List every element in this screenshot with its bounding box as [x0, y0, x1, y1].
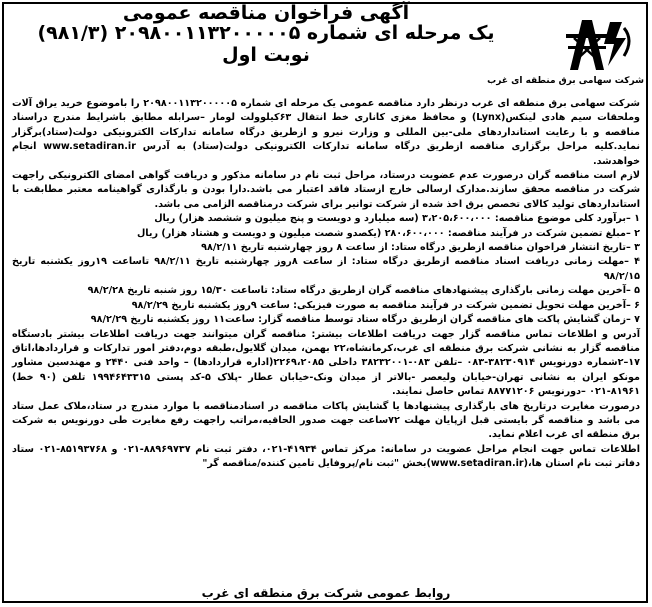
title-line-2: یک مرحله ای شماره ۲۰۹۸۰۰۱۱۳۲۰۰۰۰۰۵ (۹۸۱/۳) [37, 21, 495, 44]
item-guarantee: ۲ –مبلغ تضمین شرکت در فرآیند مناقصه: ۲۸۰،۶۰۰،۰۰۰ (یکصدو شصت میلیون و دویست و هشتاد هزار) ریال [136, 227, 640, 239]
registration-paragraph: اطلاعات تماس جهت انجام مراحل عضویت در سامانه: مرکز تماس ۴۱۹۳۴-۰۲۱، دفتر ثبت نام ۸۸۹۶۹۷۳۷-۰۲۱ و ۸۵۱۹۳۷۶۸-۰۲۱ ستاد دفاتر ثبت نام استان ها،(www.setadiran.ir)بخش "ثبت نام/پروفایل تامین کننده/مناقصه گر" [12, 443, 640, 470]
item-opening-time: ۷ –زمان گشایش پاکت های مناقصه گران ازطریق درگاه ستاد توسط مناقصه گزار: ساعت۱۱ روز یکشنبه تاریخ ۹۸/۲/۲۹ [90, 314, 640, 326]
item-guarantee-delivery: ۶ –آخرین مهلت تحویل تضمین شرکت در فرآیند مناقصه به صورت فیزیکی: ساعت ۹روز یکشنبه تاریخ ۹۸/۲/۲۹ [131, 299, 640, 311]
title-line-3: نوبت اول [222, 43, 310, 66]
discrepancy-paragraph: درصورت مغایرت درتاریخ های بارگذاری پیشنهادها یا گشایش پاکات مناقصه در اسنادمناقصه با موارد مندرج در ستاد،ملاک عمل ستاد می باشد و مناقصه گر بایستی قبل ازپایان مهلت ۷۲ساعت جهت صدور الحاقیه،مراتب راجهت رفع مغایرت طی دورنویس به شرکت برق منطقه ای غرب اعلام نماید. [12, 400, 640, 441]
intro-paragraph: شرکت سهامی برق منطقه ای غرب درنظر دارد مناقصه عمومی یک مرحله ای شماره ۲۰۹۸۰۰۱۱۳۲۰۰۰۰۰۵ را باموضوع خرید یراق آلات وملحقات سیم هادی لینکس(Lynx) و محافظ مغزی کاناری خط انتقال ۶۳کیلوولت لومار –سرابله مطابق باشرایط مندرج دراسناد مناقصه و با رعایت استانداردهای ملی-بین المللی و وزارت نیرو و ازطریق درگاه سامانه تدارکات الکترونیکی دولت(ستاد)برگزار نماید.کلیه مراحل برگزاری مناقصه ازطریق درگاه سامانه تدارکات الکترونیکی دولت(ستاد) به آدرس www.setadiran.ir انجام خواهدشد. [12, 98, 640, 167]
item-publish-date: ۳ –تاریخ انتشار فراخوان مناقصه ازطریق درگاه ستاد: از ساعت ۸ روز چهارشنبه تاریخ ۹۸/۲/۱۱ [201, 242, 640, 254]
item-upload-deadline: ۵ –آخرین مهلت زمانی بارگذاری پیشنهادهای مناقصه گران ازطریق درگاه ستاد: تاساعت ۱۵/۳۰ روز شنبه تاریخ ۹۸/۲/۲۸ [87, 285, 640, 297]
title-line-1: آگهی فراخوان مناقصه عمومی [122, 2, 410, 24]
requirements-paragraph: لازم است مناقصه گران درصورت عدم عضویت درستاد، مراحل ثبت نام در سامانه مذکور و دریافت گواهی امضای الکترونیکی راجهت شرکت در مناقصه محقق سازند.مدارک ارسالی خارج ازستاد فاقد اعتبار می باشد.دارا بودن و بارگذاری گواهینامه معتبر مطابقت با استانداردهای تولید کالای تخصص برق اخذ شده از شرکت توانیر برای شرکت درمناقصه الزامی می باشد. [12, 170, 640, 210]
contact-paragraph: آدرس و اطلاعات تماس مناقصه گزار جهت دریافت اطلاعات بیشتر: مناقصه گران میتوانند جهت دریافت اطلاعات بیشتر بادستگاه مناقصه گزار به نشانی شرکت برق منطقه ای غرب،کرمانشاه،۲۲ بهمن، میدان گلایول،طبقه دوم،دفتر امور تدارکات و قراردادها،اتاق ۱۷–۲شماره دورنویس ۳۸۲۳۰۹۱۴-۰۸۳ –تلفن ۰۸۳-۳۸۲۳۲۰۰۱ داخلی ۲۲۶۹،۲۰۸۵(اداره قراردادها) – واحد فنی ۲۴۴۰ و مهندسین مشاور مونکو ایران به نشانی تهران-خیابان ولیعصر -بالاتر از میدان ونک-خیابان عطار -پلاک ۵-کد پستی ۱۹۹۴۶۴۳۳۱۵ تلفن (۹۰ خط) ۸۱۹۶۱-۰۲۱ –دورنویس ۸۸۷۷۱۲۰۶ تماس حاصل نمایند. [12, 328, 640, 398]
footer-signature: روابط عمومی شرکت برق منطقه ای غرب [201, 586, 451, 600]
company-logo-icon [560, 16, 638, 74]
item-document-deadline: ۴ –مهلت زمانی دریافت اسناد مناقصه ازطریق درگاه ستاد: از ساعت ۸روز چهارشنبه تاریخ ۹۸/۲/۱۱ تاساعت ۱۹روز یکشنبه تاریخ ۹۸/۲/۱۵ [12, 256, 640, 282]
item-estimate: ۱ –برآورد کلی موضوع مناقصه: ۳،۲۰۵،۶۰۰،۰۰۰ (سه میلیارد و دویست و پنج میلیون و ششصد هزار) ریال [154, 213, 640, 225]
title-block [30, 4, 502, 66]
company-name: شرکت سهامی برق منطقه ای غرب [487, 76, 644, 86]
announcement-body [12, 97, 640, 472]
header [0, 0, 652, 96]
